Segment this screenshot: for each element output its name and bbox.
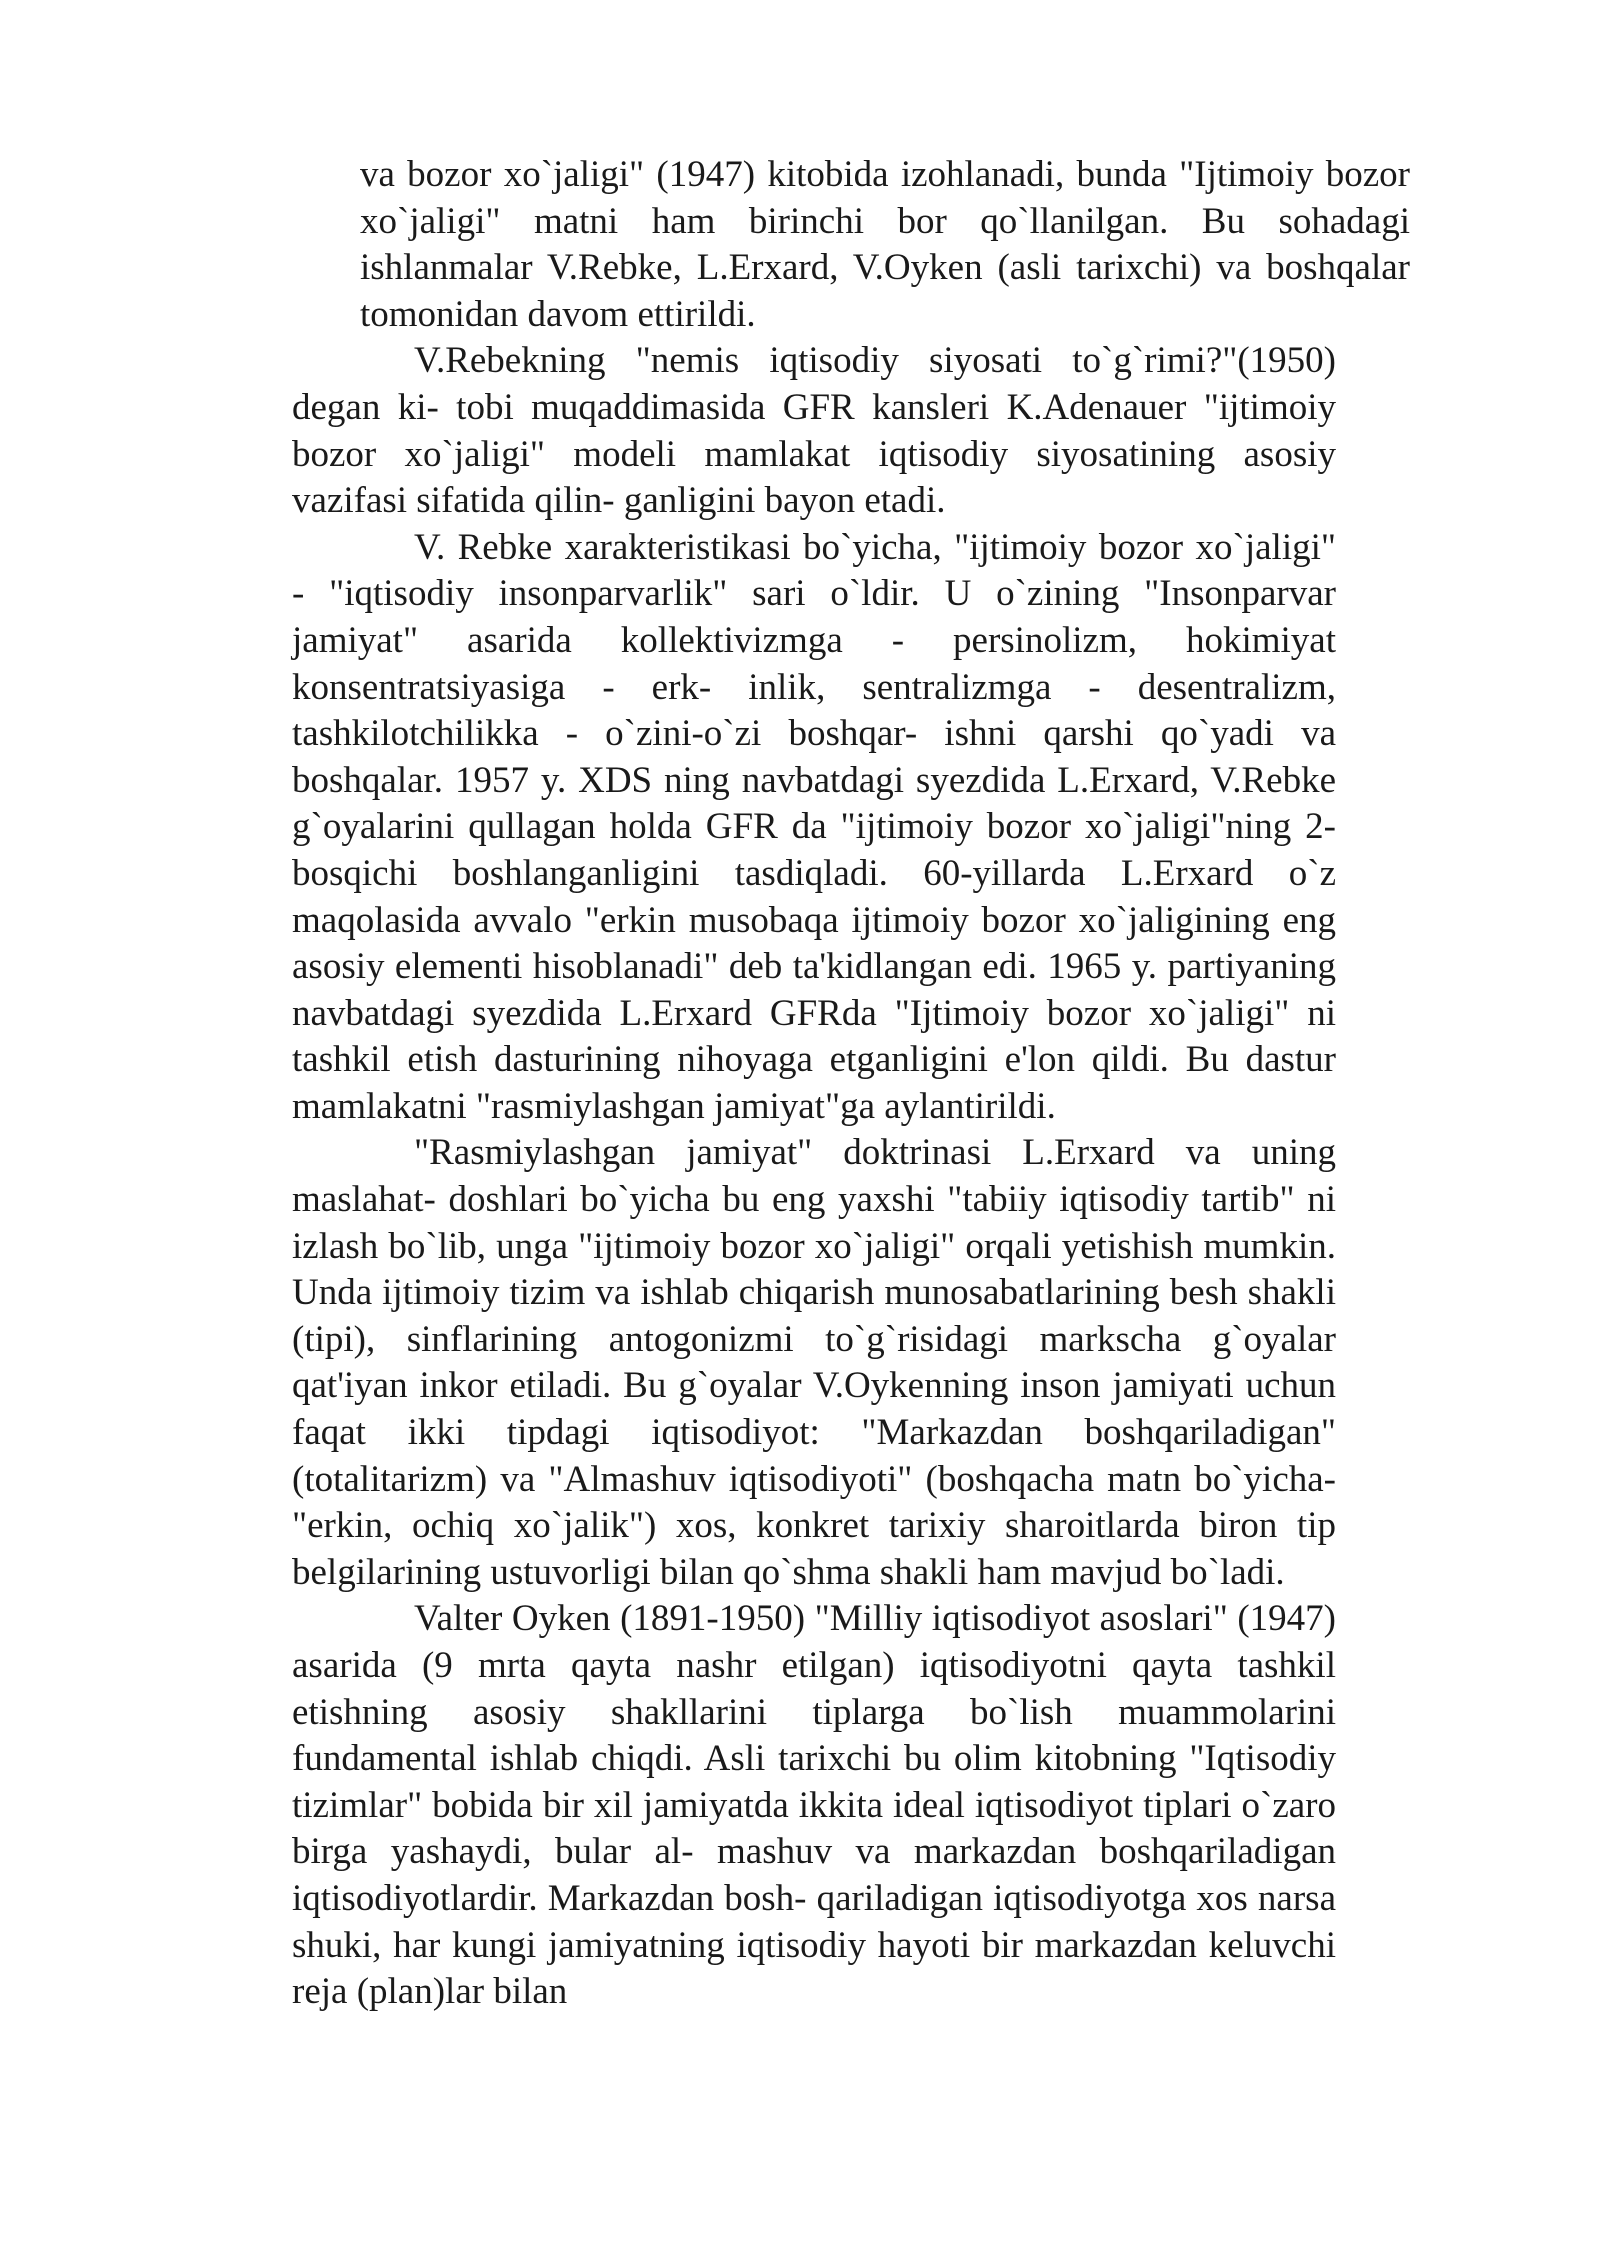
paragraph-rebke-characteristics: V. Rebke xarakteristikasi bo`yicha, "ijtimoiy bozor xo`jaligi" - "iqtisodiy insonparvarlik" sari o`ldir. U o`zining "Insonparvar jamiyat" asarida kollektivizmga - persinolizm, hokimiyat konsentratsiyasiga - erk- inlik, sentralizmga - desentralizm, tashkilotchilikka - o`zini-o`zi boshqar- ishni qarshi qo`yadi va boshqalar. 1957 y. XDS ning navbatdagi syezdida L.Erxard, V.Rebke g`oyalarini qullagan holda GFR da "ijtimoiy bozor xo`jaligi"ning 2- bosqichi boshlanganligini tasdiqladi. 60-yillarda L.Erxard o`z maqolasida avvalo "erkin musobaqa ijtimoiy bozor xo`jaligining eng asosiy elementi hisoblanadi" deb ta'kidlangan edi. 1965 y. partiyaning navbatdagi syezdida L.Erxard GFRda "Ijtimoiy bozor xo`jaligi" ni tashkil etish dasturining nihoyaga etganligini e'lon qildi. Bu dastur mamlakatni "rasmiylashgan jamiyat"ga aylantirildi. — [292, 526, 1336, 1127]
paragraph-formalized-society: "Rasmiylashgan jamiyat" doktrinasi L.Erxard va uning maslahat- doshlari bo`yicha bu eng yaxshi "tabiiy iqtisodiy tartib" ni izlash bo`lib, unga "ijtimoiy bozor xo`jaligi" orqali yetishish mumkin. Unda ijtimoiy tizim va ishlab chiqarish munosabatlarining besh shakli (tipi), sinflarining antogonizmi to`g`risidagi markscha g`oyalar qat'iyan inkor etiladi. Bu g`oyalar V.Oykenning inson jamiyati uchun faqat ikki tipdagi iqtisodiyot: "Markazdan boshqariladigan" (totalitarizm) va "Almashuv iqtisodiyoti" (boshqacha matn bo`yicha-"erkin, ochiq xo`jalik") xos, konkret tarixiy sharoitlarda biron tip belgilarining ustuvorligi bilan qo`shma shakli ham mavjud bo`ladi. — [292, 1132, 1336, 1593]
paragraph-continuation: va bozor xo`jaligi" (1947) kitobida izohlanadi, bunda "Ijtimoiy bozor xo`jaligi" matni ham birinchi bor qo`llanilgan. Bu sohadagi ishlanmalar V.Rebke, L.Erxard, V.Oyken (asli tarixchi) va boshqalar tomonidan davom ettirildi. — [360, 154, 1410, 335]
paragraph-rebke-book: V.Rebekning "nemis iqtisodiy siyosati to`g`rimi?"(1950) degan ki- tobi muqaddimasida GFR kansleri K.Adenauer "ijtimoiy bozor xo`jaligi" modeli mamlakat iqtisodiy siyosatining asosiy vazifasi sifatida qilin- ganligini bayon etadi. — [292, 340, 1336, 522]
body-text — [292, 152, 1410, 2016]
paragraph-valter-oyken: Valter Oyken (1891-1950) "Milliy iqtisodiyot asoslari" (1947) asarida (9 mrta qayta nashr etilgan) iqtisodiyotni qayta tashkil etishning asosiy shakllarini tiplarga bo`lish muammolarini fundamental ishlab chiqdi. Asli tarixchi bu olim kitobning "Iqtisodiy tizimlar" bobida bir xil jamiyatda ikkita ideal iqtisodiyot tiplari o`zaro birga yashaydi, bular al- mashuv va markazdan boshqariladigan iqtisodiyotlardir. Markazdan bosh- qariladigan iqtisodiyotga xos narsa shuki, har kungi jamiyatning iqtisodiy hayoti bir markazdan keluvchi reja (plan)lar bilan — [292, 1598, 1336, 2013]
